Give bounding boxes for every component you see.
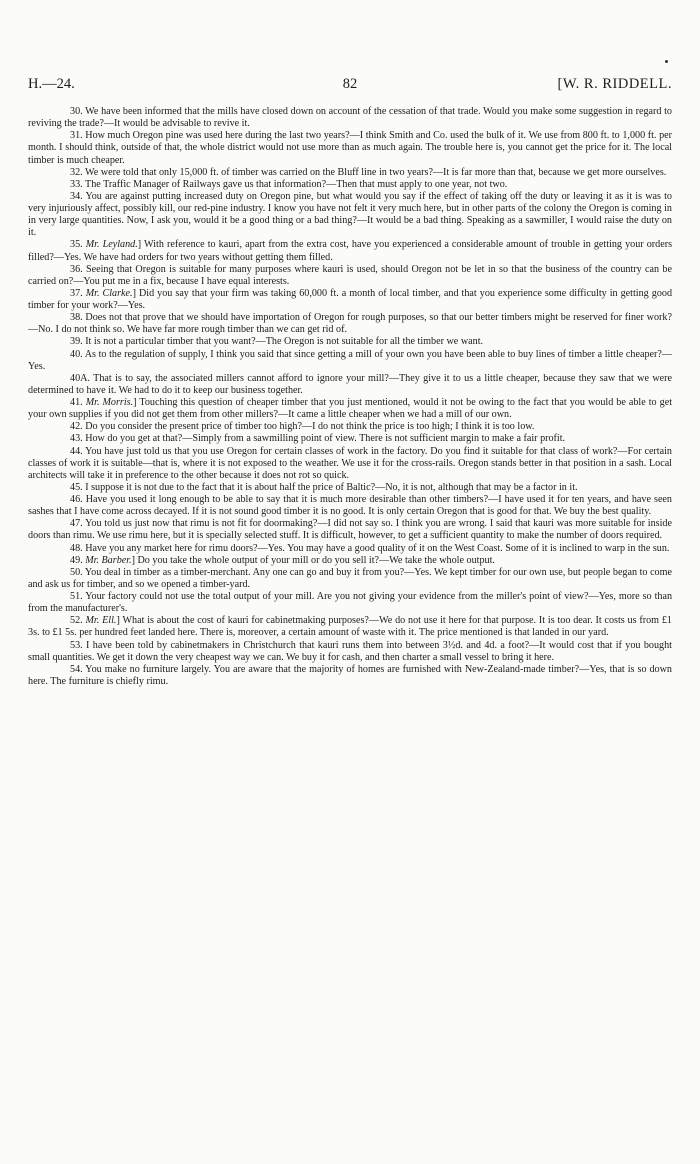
question-paragraph: 49. Mr. Barber.] Do you take the whole output of your mill or do you sell it?—We take the whole output. (70, 554, 495, 566)
question-paragraph: 53. I have been told by cabinetmakers in Christchurch that kauri runs them into between 3½d. and 4d. a foot?—It would cost that if you bought small quantities. We get it down the very cheapest way we can. We buy it for cash, and then charter a small vessel to bring it here. (28, 639, 672, 663)
question-paragraph: 54. You make no furniture largely. You are aware that the majority of homes are furnished with New-Zealand-made timber?—Yes, that is so down here. The furniture is chiefly rimu. (28, 663, 672, 687)
question-paragraph: 34. You are against putting increased duty on Oregon pine, but what would you say if the effect of taking off the duty or leaving it as it is was to very injuriously affect, possibly kill, our red-pine industry. I know you have not felt it very much here, but in other parts of the colony the Oregon is coming in in very large quantities. Now, I ask you, would it be a good thing or a bad thing?—It would be a bad thing. Speaking as a sawmiller, I would raise the duty on it. (28, 190, 672, 239)
question-paragraph: 38. Does not that prove that we should have importation of Oregon for rough purposes, so that our better timbers might be reserved for finer work?—No. I do not think so. We have far more rough timber than we can get rid of. (28, 312, 672, 336)
question-paragraph: 37. Mr. Clarke.] Did you say that your firm was taking 60,000 ft. a month of local timber, and that you experience some difficulty in getting good timber for your work?—Yes. (28, 287, 673, 311)
question-paragraph: 32. We were told that only 15,000 ft. of timber was carried on the Bluff line in two years?—It is far more than that, because we get more ourselves. (70, 166, 667, 178)
page-number: 82 (342, 76, 358, 92)
question-paragraph: 52. Mr. Ell.] What is about the cost of kauri for cabinetmaking purposes?—We do not use it here for that purpose. It is too dear. It costs us from £1 3s. to £1 5s. per hundred feet landed here. There is, moreover, a certain amount of waste with it. The price mentioned is that landed in our yard. (28, 615, 672, 639)
question-paragraph: 45. I suppose it is not due to the fact that it is about half the price of Baltic?—No, it is not, although that may be a factor in it. (70, 481, 578, 493)
question-paragraph: 35. Mr. Leyland.] With reference to kauri, apart from the extra cost, have you experienced a considerable amount of trouble in getting your orders filled?—Yes. We have had orders for two years without getting them filled. (28, 239, 673, 263)
question-paragraph: 46. Have you used it long enough to be able to say that it is much more desirable than other timbers?—I have used it for ten years, and have seen sashes that I have come across decayed. If it is not sound good timber it is no good. It is only certain Oregon that is good for that. We buy the best quality. (28, 494, 672, 518)
page-header (28, 76, 672, 98)
question-paragraph: 42. Do you consider the present price of timber too high?—I do not think the price is too high; I think it is too low. (70, 421, 535, 433)
question-paragraph: 33. The Traffic Manager of Railways gave us that information?—Then that must apply to one year, not two. (70, 178, 508, 190)
question-paragraph: 47. You told us just now that rimu is not fit for doormaking?—I did not say so. I think you are wrong. I said that kauri was more suitable for inside doors than rimu. We use rimu here, but it is specially selected stuff. It is difficult, however, to get a sufficient quantity to make the number of doors required. (28, 518, 672, 542)
question-paragraph: 43. How do you get at that?—Simply from a sawmilling point of view. There is not sufficient margin to make a fair profit. (70, 433, 566, 445)
paper-number: H.—24. (28, 76, 75, 92)
question-paragraph: 40. As to the regulation of supply, I think you said that since getting a mill of your own you have been able to buy lines of timber a little cheaper?—Yes. (28, 348, 672, 372)
page-mark (665, 60, 668, 63)
question-paragraph: 50. You deal in timber as a timber-merchant. Any one can go and buy it from you?—Yes. We kept timber for our own use, but people began to come and ask us for timber, and so we opened a timber-yard. (28, 566, 672, 590)
document-body (28, 106, 672, 688)
question-paragraph: 36. Seeing that Oregon is suitable for many purposes where kauri is used, should Oregon not be let in so that the business of the country can be carried on?—You put me in a fix, because I have equal interests. (28, 263, 672, 287)
question-paragraph: 51. Your factory could not use the total output of your mill. Are you not giving your evidence from the miller's point of view?—Yes, more so than from the manufacturer's. (28, 591, 672, 615)
question-paragraph: 44. You have just told us that you use Oregon for certain classes of work in the factory. Do you find it suitable for that class of work?—For certain classes of work it is suitable—that is, where it is not exposed to the weather. We use it for the cross-rails. Oregon stands better in that position in a sash. Local architects will take it in preference to the other because it does not rot so quick. (28, 445, 672, 481)
question-paragraph: 31. How much Oregon pine was used here during the last two years?—I think Smith and Co. used the bulk of it. We use from 800 ft. to 1,000 ft. per month. I should think, outside of that, the whole district would not use more than as much again. The trouble here is, you cannot get the price for it. The local timber is much cheaper. (28, 130, 672, 166)
question-paragraph: 41. Mr. Morris.] Touching this question of cheaper timber that you just mentioned, would it not be owing to the fact that you would be able to get your own supplies if you did not get them from other millers?—It came a little cheaper when we had a mill of our own. (28, 397, 673, 421)
witness-name: [W. R. RIDDELL. (557, 76, 672, 92)
question-paragraph: 40A. That is to say, the associated millers cannot afford to ignore your mill?—They give it to us a little cheaper, because they saw that we were determined to have it. We had to do it to keep our business together. (28, 372, 672, 396)
question-paragraph: 30. We have been informed that the mills have closed down on account of the cessation of that trade. Would you make some suggestion in regard to reviving the trade?—It would be advisable to revive it. (28, 106, 672, 130)
question-paragraph: 48. Have you any market here for rimu doors?—Yes. You may have a good quality of it on the West Coast. Some of it is inclined to warp in the sun. (70, 542, 670, 554)
question-paragraph: 39. It is not a particular timber that you want?—The Oregon is not suitable for all the timber we want. (70, 336, 484, 348)
